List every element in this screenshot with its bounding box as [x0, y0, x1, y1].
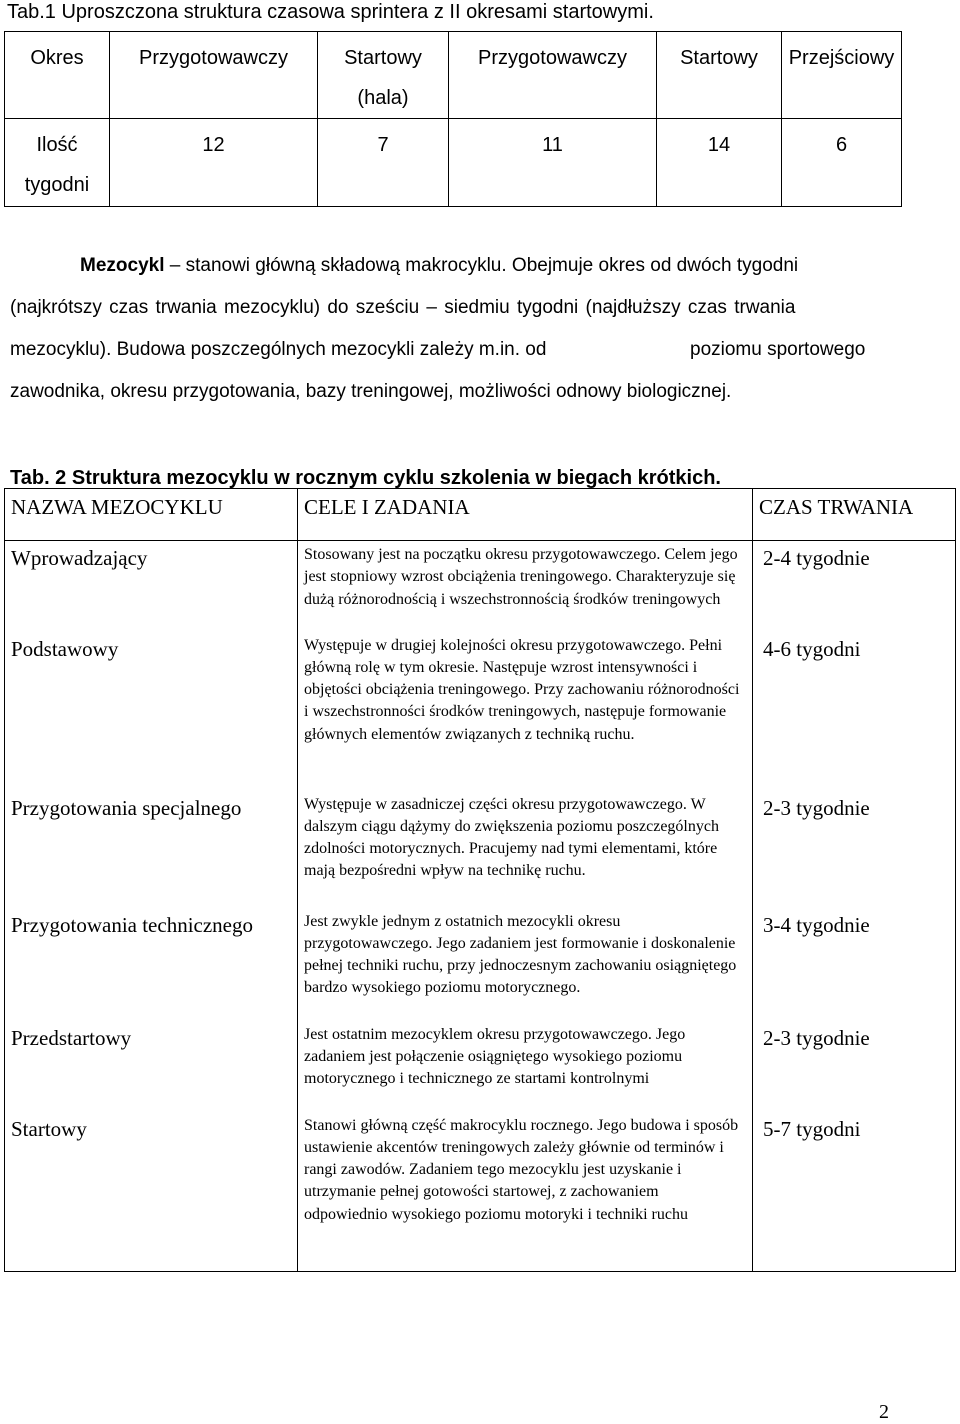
- table1-value-cell: 12: [110, 119, 318, 207]
- paragraph-line: (najkrótszy czas trwania mezocyklu) do sześciu – siedmiu tygodni (najdłuższy czas trwania: [10, 297, 796, 318]
- table1-value-cell: 7: [318, 119, 449, 207]
- table2-header-duration: CZAS TRWANIA: [753, 489, 956, 541]
- mezocycle-name: Przygotowania specjalnego: [5, 791, 298, 908]
- page-number: 2: [879, 1401, 889, 1423]
- table-row: [5, 791, 956, 908]
- mezocycle-description: Jest ostatnim mezocyklem okresu przygotowawczego. Jego zadaniem jest połączenie osiągniętego wysokiego poziomu motorycznego i technicznego ze startami kontrolnymi: [298, 1021, 753, 1112]
- table1: [4, 31, 902, 207]
- mezocycle-duration: 2-4 tygodnie: [753, 541, 956, 632]
- paragraph-line: [80, 245, 798, 287]
- table1-header-row: [5, 32, 902, 119]
- table1-header-cell: [318, 32, 449, 119]
- mezocycle-description: Jest zwykle jednym z ostatnich mezocykli okresu przygotowawczego. Jego zadaniem jest formowanie i doskonalenie pełnej techniki ruchu, przy jednoczesnym zachowaniu osiągniętego bardzo wysokiego poziomu motorycznego.: [298, 908, 753, 1021]
- mezocycle-description: Stanowi główną część makrocyklu rocznego. Jego budowa i sposób ustawienie akcentów treningowych zależy głównie od terminów i rangi zawodów. Zadaniem tego mezocyklu jest uzyskanie i utrzymanie pełnej gotowości startowej, z zachowaniem odpowiednio wysokiego poziomu motoryki i techniki ruchu: [298, 1112, 753, 1272]
- mezocycle-description: Stosowany jest na początku okresu przygotowawczego. Celem jego jest stopniowy wzrost obciążenia treningowego. Charakteryzuje się dużą różnorodnością i wszechstronnością środków treningowych: [298, 541, 753, 632]
- table1-header-cell: Okres: [5, 32, 110, 119]
- table-row: [5, 541, 956, 632]
- table1-value-cell: 6: [782, 119, 902, 207]
- table1-header-cell: Startowy: [657, 32, 782, 119]
- table2-header-name: NAZWA MEZOCYKLU: [5, 489, 298, 541]
- table-row: [5, 1112, 956, 1272]
- paragraph-line: zawodnika, okresu przygotowania, bazy treningowej, możliwości odnowy biologicznej.: [10, 381, 732, 402]
- table1-value-row: [5, 119, 902, 207]
- table2: [4, 488, 956, 1272]
- table1-value-cell: 11: [449, 119, 657, 207]
- table1-header-text: Startowy: [344, 47, 422, 69]
- mezocycle-name: Przedstartowy: [5, 1021, 298, 1112]
- paragraph-text: – stanowi główną składową makrocyklu. Obejmuje okres od dwóch tygodni: [164, 255, 799, 276]
- table2-header-row: [5, 489, 956, 541]
- table1-header-cell: Przejściowy: [782, 32, 902, 119]
- table1-row-label-line2: tygodni: [24, 174, 90, 196]
- paragraph-line-end: poziomu sportowego: [690, 339, 866, 360]
- mezocycle-description: Występuje w drugiej kolejności okresu przygotowawczego. Pełni główną rolę w tym okresie. Następuje wzrost intensywności i objętości obciążenia treningowego. Przy zachowaniu różnorodności i wszechstronności środków treningowych, następuje formowanie głównych elementów związanych z techniką ruchu.: [298, 632, 753, 791]
- table1-header-cell: Przygotowawczy: [110, 32, 318, 119]
- table1-header-subtext: (hala): [357, 87, 409, 109]
- mezocycle-duration: 5-7 tygodni: [753, 1112, 956, 1272]
- mezocycle-name: Podstawowy: [5, 632, 298, 791]
- paragraph-line: mezocyklu). Budowa poszczególnych mezocykli zależy m.in. od: [10, 339, 547, 360]
- table1-row-label: [5, 119, 110, 207]
- table-row: [5, 908, 956, 1021]
- mezocycle-name: Przygotowania technicznego: [5, 908, 298, 1021]
- table2-header-tasks: CELE I ZADANIA: [298, 489, 753, 541]
- table1-header-cell: Przygotowawczy: [449, 32, 657, 119]
- paragraph-bold-term: Mezocykl: [80, 255, 165, 276]
- mezocycle-description: Występuje w zasadniczej części okresu przygotowawczego. W dalszym ciągu dążymy do zwiększenia poziomu poszczególnych zdolności motorycznych. Pracujemy nad tymi elementami, które mają bezpośredni wpływ na technikę ruchu.: [298, 791, 753, 908]
- table2-title: Tab. 2 Struktura mezocyklu w rocznym cyklu szkolenia w biegach krótkich.: [10, 467, 721, 489]
- table1-title: Tab.1 Uproszczona struktura czasowa sprintera z II okresami startowymi.: [7, 1, 654, 23]
- mezocycle-duration: 2-3 tygodnie: [753, 1021, 956, 1112]
- mezocycle-duration: 3-4 tygodnie: [753, 908, 956, 1021]
- mezocycle-name: Wprowadzający: [5, 541, 298, 632]
- table1-value-cell: 14: [657, 119, 782, 207]
- table-row: [5, 632, 956, 791]
- table1-row-label-line1: Ilość: [36, 134, 78, 156]
- mezocycle-duration: 2-3 tygodnie: [753, 791, 956, 908]
- mezocycle-name: Startowy: [5, 1112, 298, 1272]
- mezocycle-duration: 4-6 tygodni: [753, 632, 956, 791]
- table-row: [5, 1021, 956, 1112]
